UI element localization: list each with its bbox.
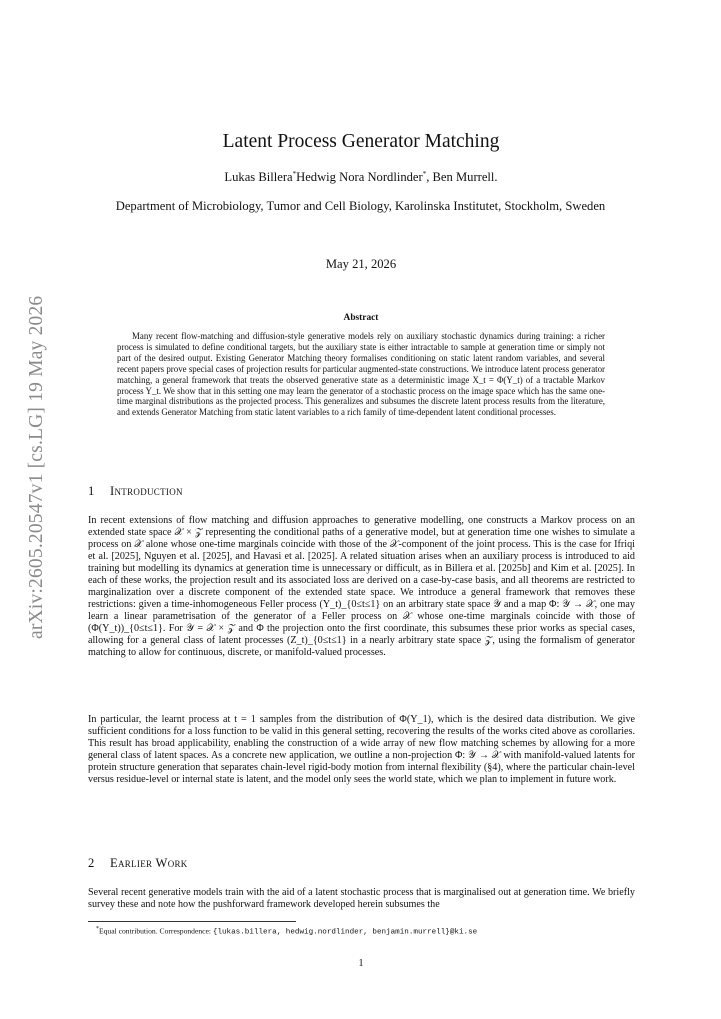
page-number: 1 xyxy=(358,958,364,969)
author-2: Hedwig Nora Nordlinder xyxy=(296,170,423,185)
section-heading-introduction xyxy=(88,484,634,499)
section-title: Introduction xyxy=(110,484,183,498)
intro-paragraph-2: In particular, the learnt process at t = 1 samples from the distribution of Φ(Y_1), which is the desired data distribution. We give sufficient conditions for a loss function to be valid in this general setting, recovering the results of the works cited above as corollaries. This result has broad applicability, enabling the construction of a wide array of new flow matching schemes by allowing for a more general class of latent spaces. As a concrete new application, we outline a non-projection Φ: 𝒴 → 𝒳 with manifold-valued latents for protein structure generation that separates chain-level rigid-body motion from internal flexibility (§4), where the particular chain-level versus residue-level or internal state is latent, and the model only sees the world state, which we plan to implement in future work. xyxy=(88,714,635,785)
affiliation: Department of Microbiology, Tumor and Cell Biology, Karolinska Institutet, Stockholm, Sweden xyxy=(115,199,606,213)
author-3: , Ben Murrell. xyxy=(426,170,498,185)
section-number: 2 xyxy=(88,856,95,870)
footnote-emails: {lukas.billera, hedwig.nordlinder, benjamin.murrell}@ki.se xyxy=(212,928,478,937)
abstract-text: Many recent flow-matching and diffusion-style generative models rely on auxiliary stochastic dynamics during training: a richer process is simulated to define conditional targets, but the auxiliary state is either intractable to sample at generation time or simply not part of the desired output. Existing Generator Matching theory formalises conditioning on static latent random variables, and several recent papers prove special cases of projection results for particular augmented-state constructions. We introduce latent process generator matching, a general framework that treats the observed generative state as a deterministic image X_t = Φ(Y_t) of a tractable Markov process Y_t. We show that in this setting one may learn the generator of a stochastic process on the image space which has the same one-time marginal distributions as the projected process. This generalizes and subsumes the discrete latent process results from the literature, and extends Generator Matching from static latent variables to a rich family of time-dependent latent conditional processes. xyxy=(117,331,605,418)
author-1: Lukas Billera xyxy=(224,170,293,185)
author-2-mark: * xyxy=(422,170,427,178)
arxiv-identifier: arXiv:2605.20547v1 [cs.LG] 19 May 2026 xyxy=(26,295,47,639)
paper-title: Latent Process Generator Matching xyxy=(222,131,500,152)
intro-paragraph-1: In recent extensions of flow matching and diffusion approaches to generative modelling, one constructs a Markov process on an extended state space 𝒳 × 𝒵 representing the conditional paths of a generative model, but at generation time one wishes to simulate a process on 𝒳 alone whose one-time marginals coincide with those of the 𝒳-component of the joint process. This is the case for Ifriqi et al. [2025], Nguyen et al. [2025], and Havasi et al. [2025]. A related situation arises when an auxiliary process is introduced to aid training but modelling its dynamics at generation time is unnecessary or difficult, as in Billera et al. [2025b] and Kim et al. [2025]. In each of these works, the projection result and its associated loss are derived on a case-by-case basis, and all theorems are restricted to marginalization over a discrete component of the extended state space. We introduce a general framework that removes these restrictions: given a time-inhomogeneous Feller process (Y_t)_{0≤t≤1} on an arbitrary state space 𝒴 and a map Φ: 𝒴 → 𝒳, one may learn a linear parametrisation of the generator of a Feller process on 𝒳 whose one-time marginals coincide with those of (Φ(Y_t))_{0≤t≤1}. For 𝒴 = 𝒳 × 𝒵 and Φ the projection onto the first coordinate, this subsumes these prior works as special cases, allowing for a general class of latent processes (Z_t)_{0≤t≤1} in a nearly arbitrary state space 𝒵, using the formalism of generator matching to allow for continuous, discrete, or manifold-valued processes. xyxy=(88,515,635,658)
section-title: Earlier Work xyxy=(110,856,188,870)
author-1-mark: * xyxy=(292,170,297,178)
footnote-mark: * xyxy=(96,926,99,932)
section-number: 1 xyxy=(88,484,95,498)
earlier-work-paragraph: Several recent generative models train with the aid of a latent stochastic process that is marginalised out at generation time. We briefly survey these and note how the pushforward framework developed herein subsumes the xyxy=(88,887,635,910)
section-heading-earlier-work xyxy=(88,856,634,871)
footnote-text: Equal contribution. Correspondence: xyxy=(99,926,213,936)
footnote xyxy=(96,924,636,938)
author-list xyxy=(88,170,634,185)
abstract-heading: Abstract xyxy=(343,313,379,323)
paper-date: May 21, 2026 xyxy=(325,257,397,271)
footnote-rule xyxy=(88,921,296,922)
